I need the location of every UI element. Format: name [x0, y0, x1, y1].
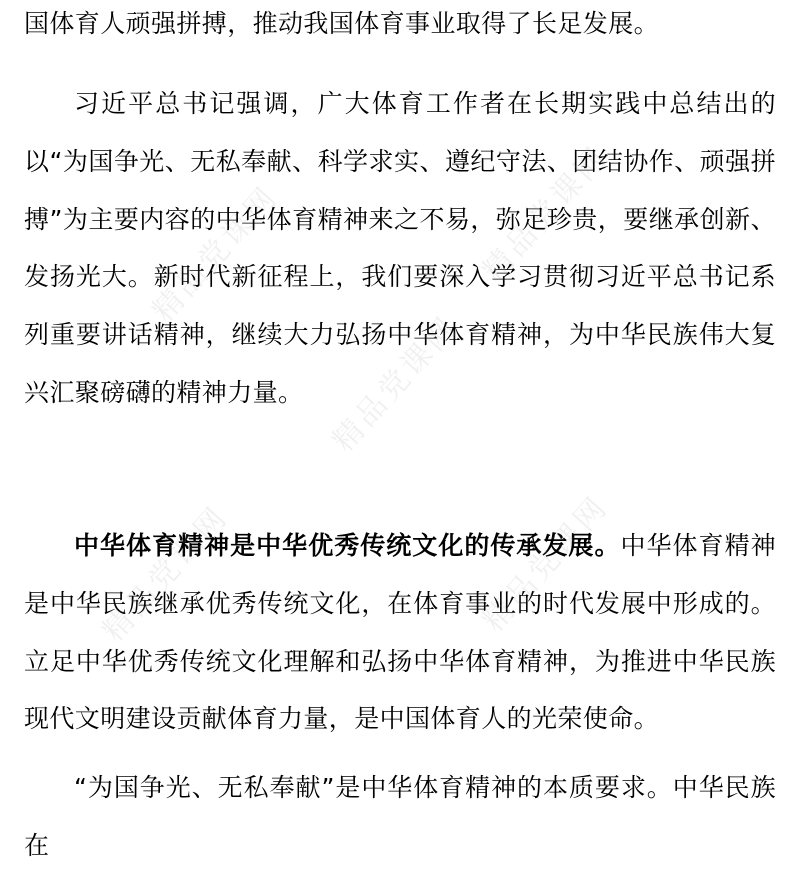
paragraph-tradition — [24, 517, 776, 748]
paragraph-lead-bold: 中华体育精神是中华优秀传统文化的传承发展。 — [74, 531, 621, 560]
watermark-text: 精品党课网 — [475, 489, 616, 639]
paragraph-xi-quote — [24, 75, 776, 422]
paragraph-text: 习近平总书记强调，广大体育工作者在长期实践中总结出的以“为国争光、无私奉献、科学求实、遵纪守法、团结协作、顽强拼搏”为主要内容的中华体育精神来之不易，弥足珍贵，要继承创新、发扬光大。新时代新征程上，我们要深入学习贯彻习近平总书记系列重要讲话精神，继续大力弘扬中华体育精神，为中华民族伟大复兴汇聚磅礴的精神力量。 — [24, 89, 776, 407]
watermark-text: 精品党课网 — [95, 499, 236, 649]
paragraph-text: “为国争光、无私奉献”是中华体育精神的本质要求。中华民族在 — [24, 773, 776, 860]
watermark-text: 精品党课网 — [145, 179, 286, 329]
watermark-text: 精品党课网 — [325, 309, 466, 459]
paragraph-text: 国体育人顽强拼搏，推动我国体育事业取得了长足发展。 — [24, 9, 660, 38]
watermark-text: 精品党课网 — [475, 139, 616, 289]
paragraph-text: 中华体育精神是中华民族继承优秀传统文化，在体育事业的时代发展中形成的。立足中华优秀传统文化理解和弘扬中华体育精神，为推进中华民族现代文明建设贡献体育力量，是中国体育人的光荣使命。 — [24, 531, 776, 734]
paragraph-intro-tail — [24, 0, 776, 53]
paragraph-essence — [24, 759, 776, 875]
